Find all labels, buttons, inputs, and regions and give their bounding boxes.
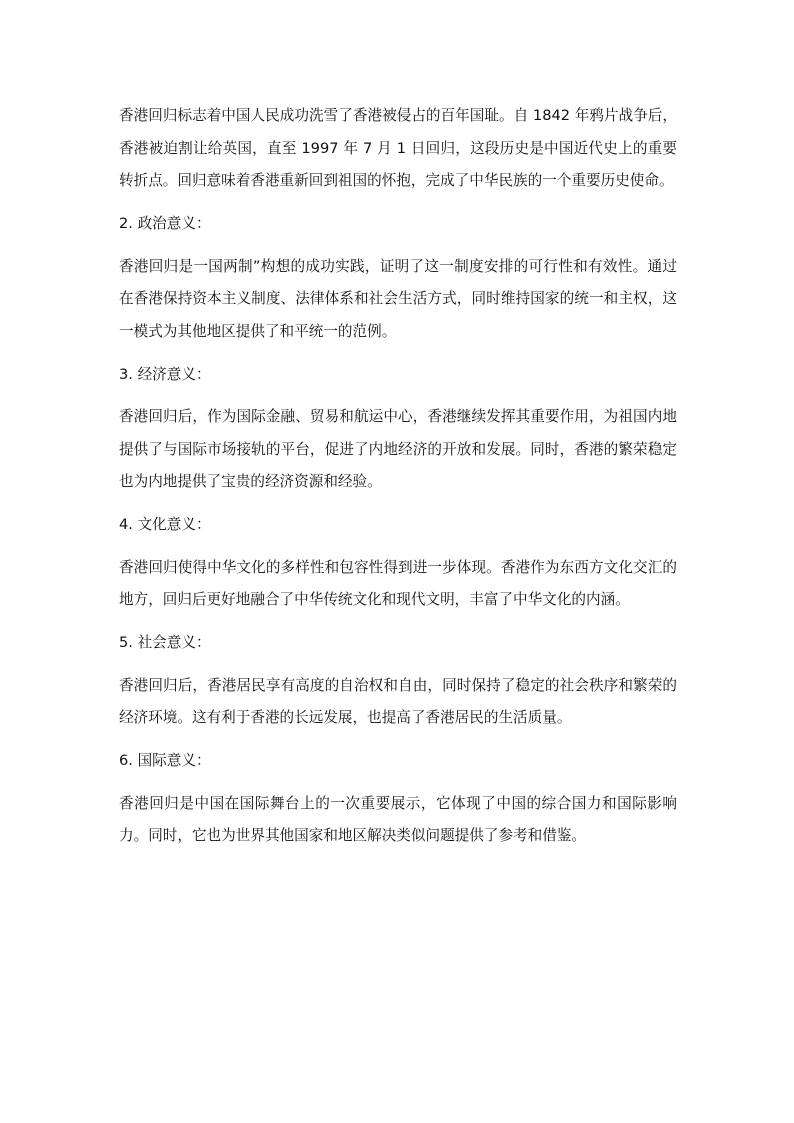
section-body-international: 香港回归是中国在国际舞台上的一次重要展示，它体现了中国的综合国力和国际影响力。同时，它也为世界其他国家和地区解决类似问题提供了参考和借鉴。: [119, 794, 677, 844]
section-body-social: 香港回归后，香港居民享有高度的自治权和自由，同时保持了稳定的社会秩序和繁荣的经济环境。这有利于香港的长远发展，也提高了香港居民的生活质量。: [119, 676, 677, 726]
section-heading-international: 6. 国际意义：: [119, 752, 211, 769]
section-heading-economic: 3. 经济意义：: [119, 365, 211, 383]
document-page: [119, 100, 677, 863]
section-body-political: 香港回归是一国两制”构想的成功实践，证明了这一制度安排的可行性和有效性。通过在香港保持资本主义制度、法律体系和社会生活方式，同时维持国家的统一和主权，这一模式为其他地区提供了和平统一的范例。: [119, 257, 677, 340]
intro-paragraph: 香港回归标志着中国人民成功洗雪了香港被侵占的百年国耻。自 1842 年鸦片战争后，香港被迫割让给英国，直至 1997 年 7 月 1 日回归，这段历史是中国近代史上的重要转折点。回归意味着香港重新回到祖国的怀抱，完成了中华民族的一个重要历史使命。: [119, 107, 677, 189]
section-heading-political: 2. 政治意义：: [119, 215, 211, 232]
section-body-economic: 香港回归后，作为国际金融、贸易和航运中心，香港继续发挥其重要作用，为祖国内地提供了与国际市场接轨的平台，促进了内地经济的开放和发展。同时，香港的繁荣稳定也为内地提供了宝贵的经济资源和经验。: [119, 408, 677, 490]
section-heading-cultural: 4. 文化意义：: [119, 516, 211, 533]
section-body-cultural: 香港回归使得中华文化的多样性和包容性得到进一步体现。香港作为东西方文化交汇的地方，回归后更好地融合了中华传统文化和现代文明，丰富了中华文化的内涵。: [119, 558, 677, 608]
section-heading-social: 5. 社会意义：: [119, 634, 211, 651]
